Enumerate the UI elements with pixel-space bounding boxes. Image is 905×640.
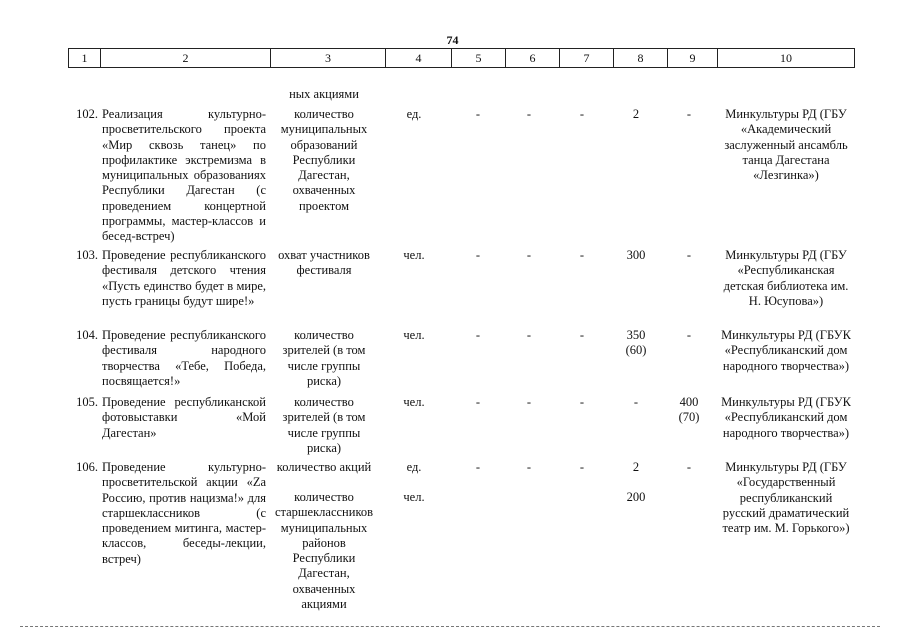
executor: Минкультуры РД (ГБУ «Академический заслуженный ансамбль танца Дагестана «Лезгинка») [724, 107, 848, 183]
bottom-dashed-line [20, 626, 880, 627]
header-col-1: 1 [69, 49, 101, 67]
unit: чел. [403, 395, 425, 409]
header-col-9: 9 [668, 49, 718, 67]
value-col-5: - [475, 460, 481, 474]
value-col-7: - [579, 107, 585, 121]
value-col-7: - [579, 248, 585, 262]
value-col-8: 2 [632, 107, 640, 121]
value-col-5: - [475, 107, 481, 121]
page-number: 74 [446, 33, 459, 47]
row-number: 104. [76, 328, 98, 342]
indicator: охват участников фестиваля [278, 248, 370, 278]
value-col-5: - [475, 248, 481, 262]
value-col-9: - [686, 248, 692, 262]
header-col-6: 6 [506, 49, 560, 67]
value-col-7: - [579, 460, 585, 474]
value-col-6: - [526, 395, 532, 409]
unit-students: чел. [403, 490, 425, 504]
unit: чел. [403, 248, 425, 262]
indicator: количество зрителей (в том числе группы риска) [282, 395, 366, 455]
event-name: Проведение республиканской фотовыставки «Мой Дагестан» [102, 395, 266, 440]
row-number: 103. [76, 248, 98, 262]
indicator: количество зрителей (в том числе группы риска) [282, 328, 366, 388]
value-col-7: - [579, 395, 585, 409]
value-col-7: - [579, 328, 585, 342]
executor: Минкультуры РД (ГБУК «Республиканский дом народного творчества») [721, 328, 851, 373]
value-col-9: 400 (70) [678, 395, 700, 425]
continued-indicator: ных акциями [289, 87, 359, 101]
value-col-8-students: 200 [626, 490, 646, 504]
value-col-6: - [526, 248, 532, 262]
value-col-8: - [633, 395, 639, 409]
unit: чел. [403, 328, 425, 342]
executor: Минкультуры РД (ГБУ «Республиканская детская библиотека им. Н. Юсупова») [723, 248, 849, 308]
value-col-8: 300 [626, 248, 646, 262]
indicator-students: количество старшеклассников муниципальных районов Республики Дагестан, охваченных акциями [274, 490, 374, 612]
event-name: Реализация культурно-просветительского проекта «Мир сквозь танец» по профилактике экстремизма в муниципальных образованиях Республики Дагестан (с проведением концертной программы, мастер-классов и бесед-встреч) [102, 107, 266, 244]
table-header [68, 48, 855, 68]
header-col-7: 7 [560, 49, 614, 67]
header-col-10: 10 [718, 49, 855, 67]
value-col-5: - [475, 395, 481, 409]
event-name: Проведение республиканского фестиваля народного творчества «Тебе, Победа, посвящается!» [102, 328, 266, 388]
value-col-6: - [526, 107, 532, 121]
header-col-4: 4 [386, 49, 452, 67]
indicator: количество муниципальных образований Республики Дагестан, охваченных проектом [280, 107, 368, 213]
value-col-9: - [686, 460, 692, 474]
value-col-6: - [526, 328, 532, 342]
event-name: Проведение культурно-просветительской акции «Za Россию, против нацизма!» для старшеклассников (с проведением митинга, мастер-классов, беседы-лекции, встреч) [102, 460, 266, 566]
executor: Минкультуры РД (ГБУ «Государственный республиканский русский драматический театр им. М. Горького») [722, 460, 850, 536]
value-col-5: - [475, 328, 481, 342]
value-col-8: 350 (60) [625, 328, 647, 358]
indicator-actions: количество акций [276, 460, 372, 474]
executor: Минкультуры РД (ГБУК «Республиканский дом народного творчества») [721, 395, 851, 440]
value-col-9: - [686, 107, 692, 121]
header-col-3: 3 [271, 49, 386, 67]
value-col-6: - [526, 460, 532, 474]
unit: ед. [406, 107, 422, 121]
header-col-5: 5 [452, 49, 506, 67]
unit-actions: ед. [406, 460, 422, 474]
header-col-2: 2 [101, 49, 271, 67]
value-col-8-actions: 2 [632, 460, 640, 474]
event-name: Проведение республиканского фестиваля детского чтения «Пусть единство будет в мире, пусть границы будут шире!» [102, 248, 266, 308]
row-number: 106. [76, 460, 98, 474]
row-number: 102. [76, 107, 98, 121]
row-number: 105. [76, 395, 98, 409]
value-col-9: - [686, 328, 692, 342]
header-col-8: 8 [614, 49, 668, 67]
